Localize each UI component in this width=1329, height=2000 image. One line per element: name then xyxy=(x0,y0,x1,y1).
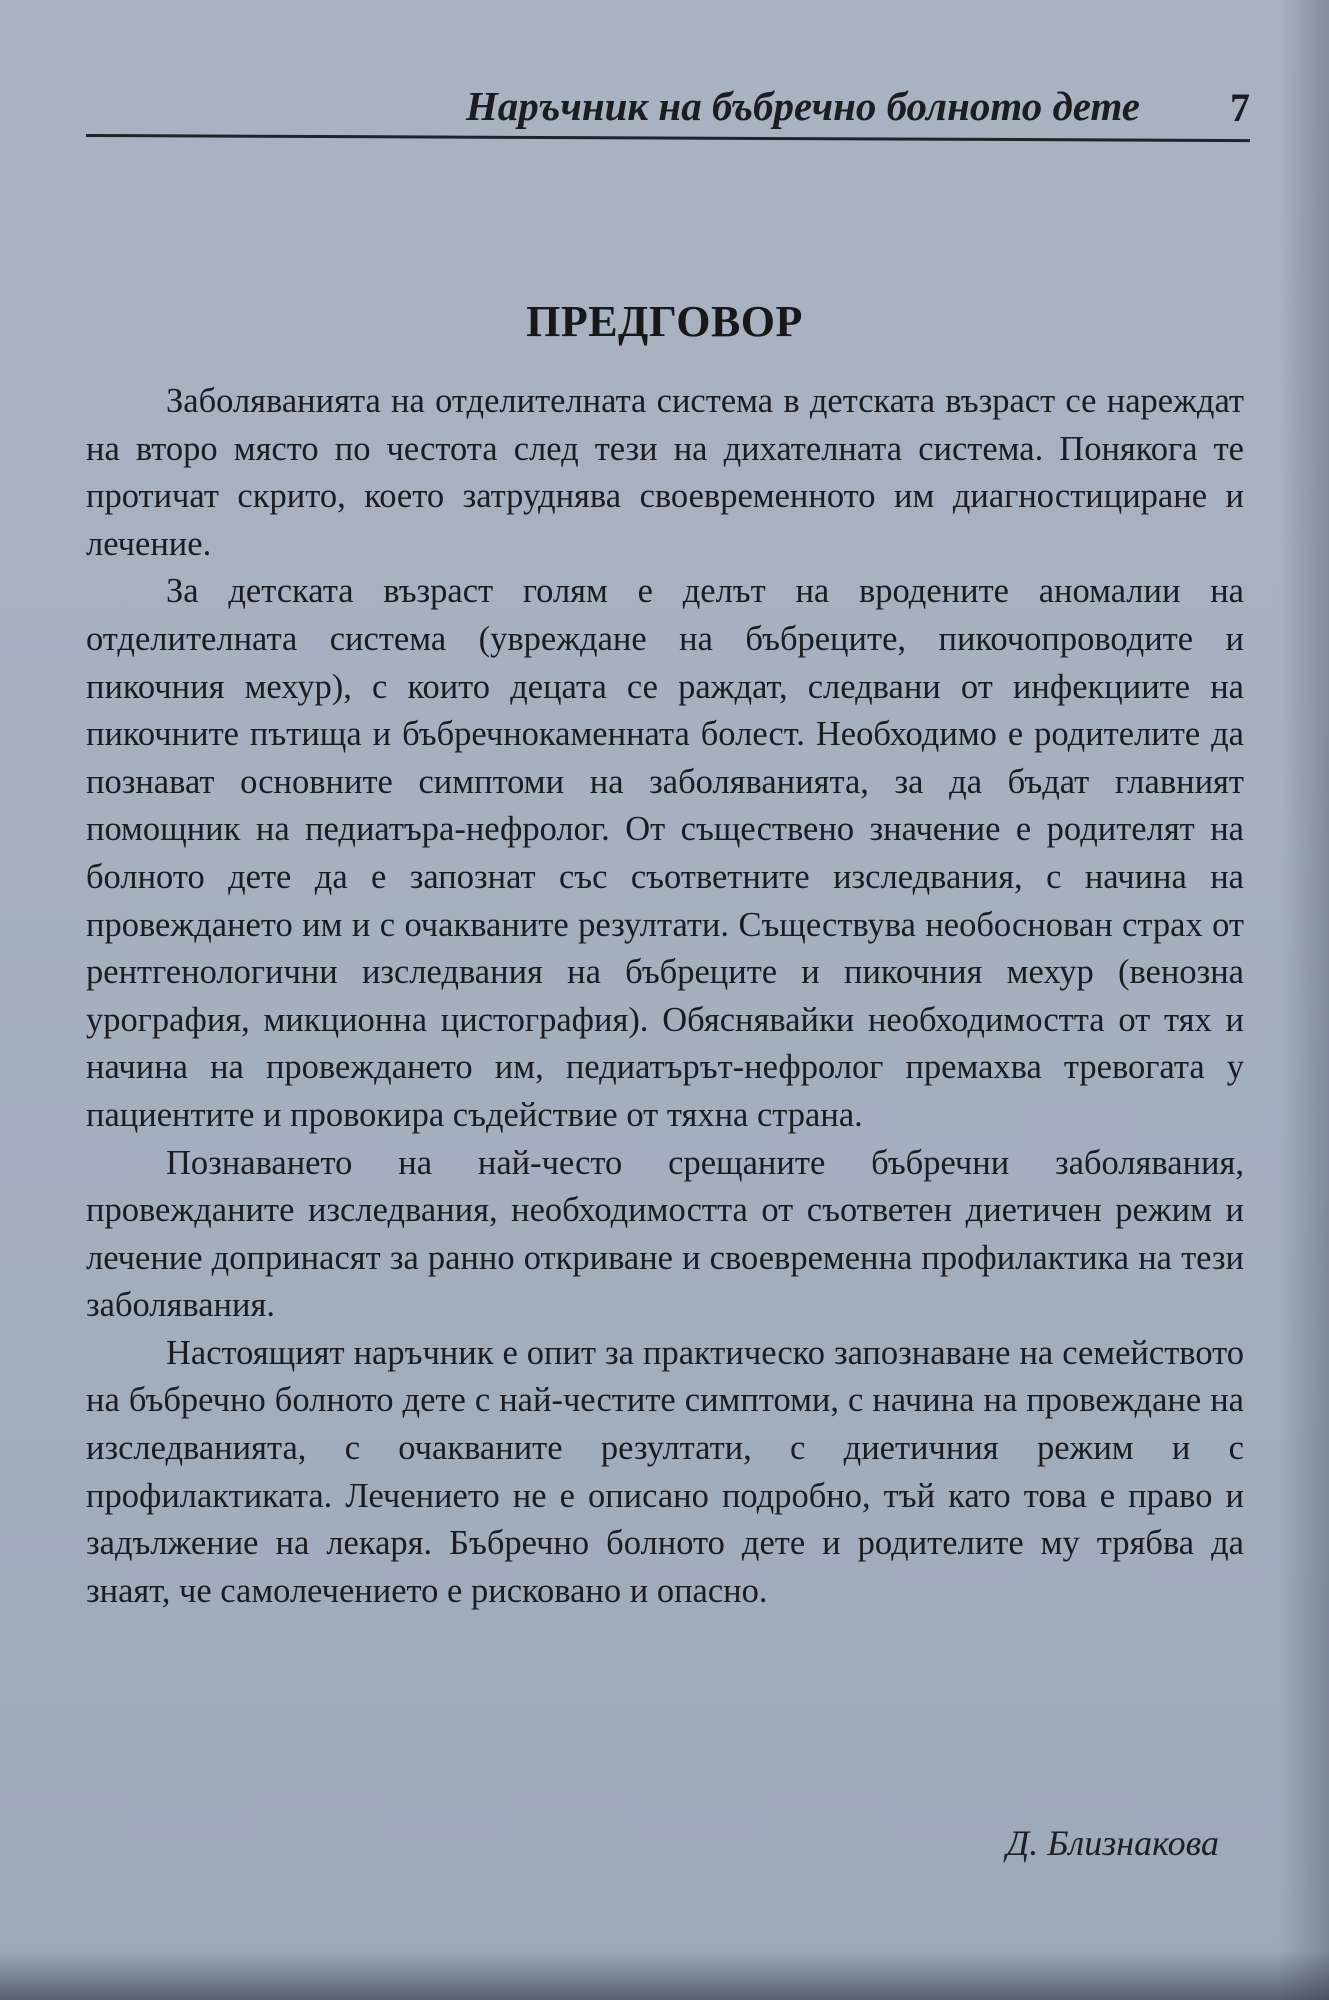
page-bottom-shadow xyxy=(0,1950,1329,2000)
chapter-heading: ПРЕДГОВОР xyxy=(526,297,803,346)
page-edge-shadow xyxy=(1279,0,1329,2000)
paragraph-1: Заболяванията на отделителната система в детската възраст се нареждат на второ място по честота след тези на дихателната система. Понякога те протичат скрито, което затруднява своевременното им диагностициране и лечение. xyxy=(86,382,1244,563)
running-title: Наръчник на бъбречно болното дете xyxy=(465,83,1140,129)
paragraph-3: Познаването на най-често срещаните бъбречни заболявания, провежданите изследвания, необходимостта от съответен диетичен режим и лечение допринасят за ранно откриване и своевременна профилактика на тези заболявания. xyxy=(86,1143,1244,1325)
paragraph-2: За детската възраст голям е делът на вродените аномалии на отделителната система (увреждане на бъбреците, пикочопроводите и пикочния мехур), с които децата се раждат, следвани от инфекциите на пикочните пътища и бъбречнокаменната болест. Необходимо е родителите да познават основните симптоми на заболяванията, за да бъдат главният помощник на педиатъра-нефролог. От съществено значение е родителят на болното дете да е запознат със съответните изследвания, с начина на провеждането им и с очакваните резултати. Съществува необоснован страх от рентгенологични изследвания на бъбреците и пикочния мехур (венозна урография, микционна цистография). Обяснявайки необходимостта от тях и начина на провеждането им, педиатърът-нефролог премахва тревогата у пациентите и провокира съдействие от тяхна страна. xyxy=(86,572,1244,1134)
paragraph-4: Настоящият наръчник е опит за практическо запознаване на семейството на бъбречно болното дете с най-честите симптоми, с начина на провеждане на изследванията, с очакваните резултати, с диетичния режим и с профилактиката. Лечението не е описано подробно, тъй като това е право и задължение на лекаря. Бъбречно болното дете и родителите му трябва да знаят, че самолечението е рисковано и опасно. xyxy=(86,1333,1244,1610)
page-header xyxy=(86,76,1250,138)
author-signature: Д. Близнакова xyxy=(1006,1823,1219,1863)
preface-body xyxy=(86,378,1244,1615)
page-number: 7 xyxy=(1230,85,1250,130)
